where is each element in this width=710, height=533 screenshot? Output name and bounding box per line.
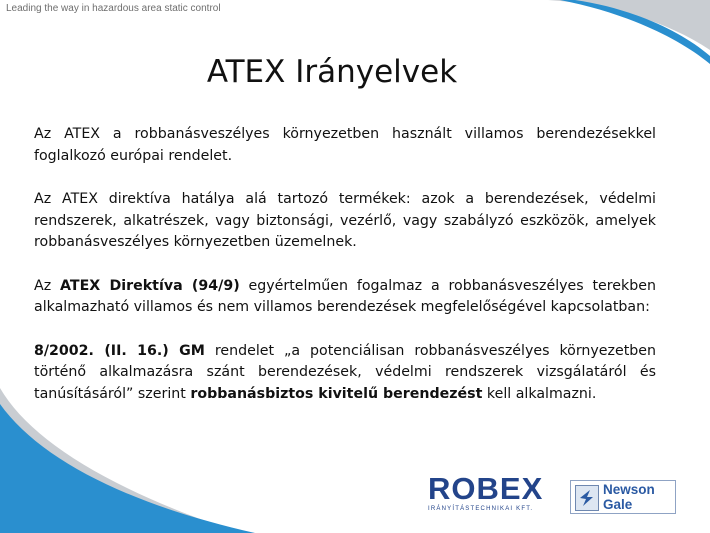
paragraph-2: Az ATEX direktíva hatálya alá tartozó termékek: azok a berendezések, védelmi rendszerek, alkatrészek, vagy biztonsági, vezérlő, vagy szabályzó eszközök, amelyek robbanásveszélyes környezetben üzemelnek. xyxy=(34,191,656,250)
slide-title: ATEX Irányelvek xyxy=(206,54,458,90)
robex-logo xyxy=(428,471,558,520)
gale-wordmark: Gale xyxy=(603,497,633,512)
robex-subtitle: IRÁNYÍTÁSTECHNIKAI KFT. xyxy=(428,506,534,512)
newson-wordmark: Newson xyxy=(603,482,655,497)
explosion-proof-emphasis: robbanásbiztos kivitelű berendezést xyxy=(190,385,483,402)
gm-decree-ref: 8/2002. (II. 16.) GM xyxy=(34,342,205,359)
paragraph-3: Az ATEX Direktíva (94/9) egyértelműen fogalmaz a robbanásveszélyes terekben alkalmazható villamos és nem villamos berendezések megfelelőségével kapcsolatban: xyxy=(34,277,656,315)
robex-wordmark: ROBEX xyxy=(428,471,544,506)
paragraph-1: Az ATEX a robbanásveszélyes környezetben használt villamos berendezésekkel foglalkozó európai rendelet. xyxy=(34,126,656,164)
newson-gale-icon xyxy=(575,485,599,511)
atex-directive-ref: ATEX Direktíva (94/9) xyxy=(60,277,240,294)
header-tagline: Leading the way in hazardous area static control xyxy=(6,3,221,14)
newson-gale-logo xyxy=(570,480,676,514)
paragraph-4: 8/2002. (II. 16.) GM rendelet „a potenciálisan robbanásveszélyes környezetben történő alkalmazásra szánt berendezések, védelmi rendszerek vizsgálatáról és tanúsításáról” szerint robbanásbiztos kivitelű berendezést kell alkalmazni. xyxy=(34,342,656,402)
slide-body xyxy=(34,124,656,427)
